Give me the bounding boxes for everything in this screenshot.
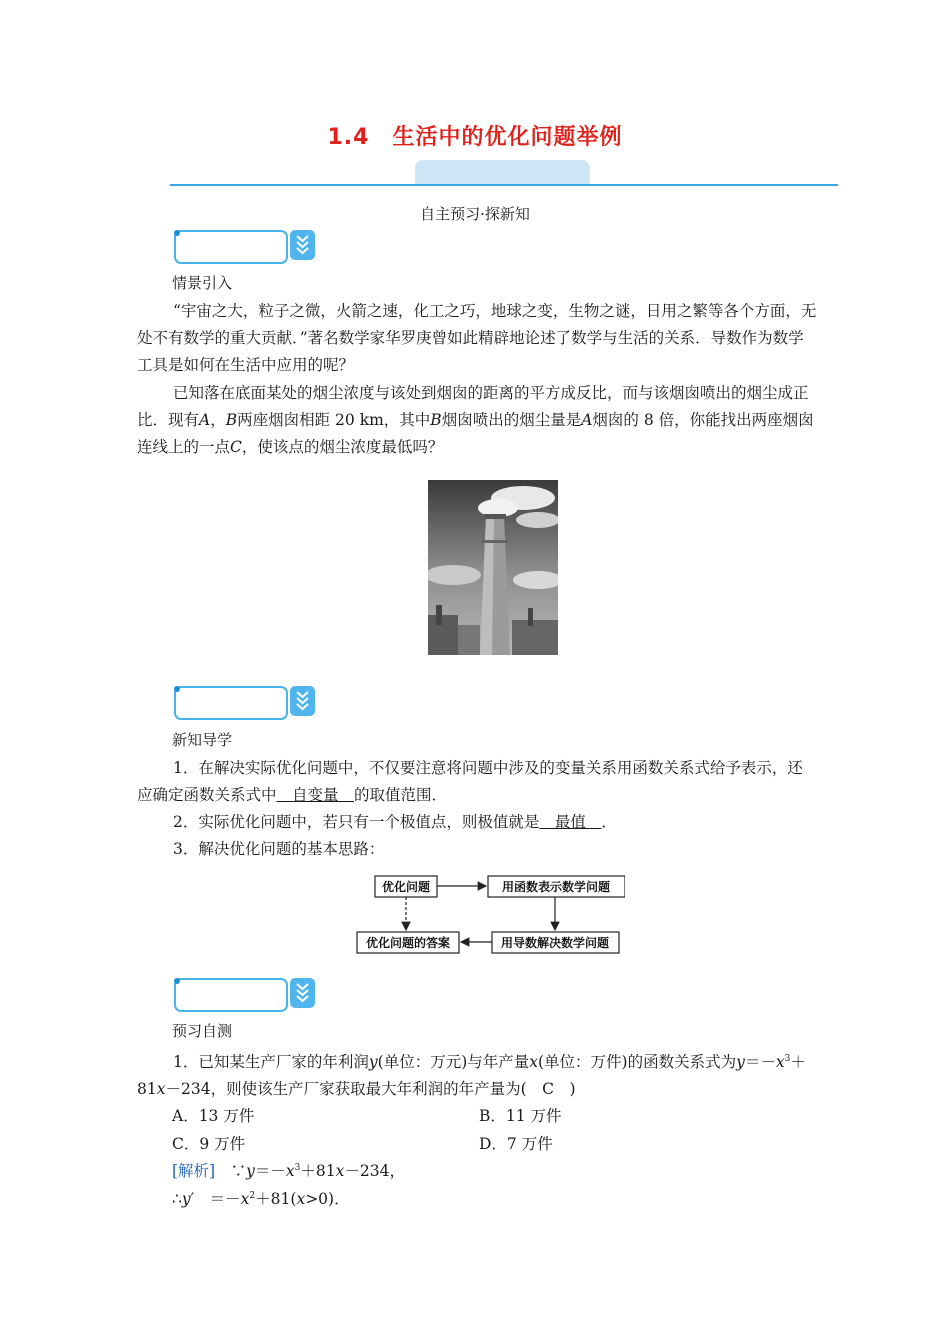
flow-box-4-label: 优化问题的答案	[365, 936, 451, 950]
chimney-photo	[428, 480, 558, 655]
option-a: A．13 万件	[172, 1107, 255, 1125]
page-title: 1.4 生活中的优化问题举例	[327, 125, 623, 150]
section-badge	[174, 230, 288, 264]
knowledge-item-3	[137, 836, 817, 863]
text-run: 1．已知某生产厂家的年利润	[173, 1053, 369, 1072]
text-run: ＝－	[254, 1162, 286, 1180]
scene-label: 情景引入	[172, 274, 233, 292]
text-run: －234，则使该生产厂家获取最大年利润的年产量为(	[165, 1080, 543, 1099]
text-run: (单位：万件)的函数关系式为	[538, 1053, 737, 1072]
fill-blank: 最值	[539, 813, 602, 831]
dot-icon	[174, 230, 180, 236]
var-x: x	[240, 1190, 250, 1208]
text-run: 烟囱的 8 倍，你能找出两座烟囱连线上的一点	[137, 411, 814, 456]
chevron-down-double-icon	[290, 686, 315, 716]
exponent: 3	[294, 1162, 301, 1173]
section-badge	[174, 978, 288, 1012]
knowledge-text-2	[137, 809, 817, 836]
scene-text-1: “宇宙之大，粒子之微，火箭之速，化工之巧，地球之变，生物之谜，日用之繁等各个方面，无处不有数学的重大贡献．”著名数学家华罗庚曾如此精辟地论述了数学与生活的关系．导数作为数学工具是如何在生活中应用的呢？	[137, 302, 817, 374]
var-x: x	[775, 1053, 785, 1072]
var-a: A	[199, 411, 211, 429]
var-y: y	[246, 1162, 255, 1180]
dot-icon	[174, 686, 180, 692]
question-text	[137, 1046, 817, 1103]
var-x: x	[335, 1162, 345, 1180]
text-run: >0)．	[305, 1190, 350, 1208]
flow-box-1-label: 优化问题	[381, 880, 431, 894]
header-rule	[170, 184, 838, 186]
var-x: x	[296, 1190, 306, 1208]
exponent: 2	[249, 1190, 256, 1201]
scene-paragraph-2	[137, 380, 817, 461]
scene-paragraph-1	[137, 298, 817, 379]
var-y: y	[181, 1190, 191, 1208]
analysis-tag: [解析]	[172, 1162, 216, 1180]
preview-test-label: 预习自测	[172, 1022, 233, 1040]
var-x: x	[285, 1162, 295, 1180]
var-a: A	[581, 411, 593, 429]
option-d: D．7 万件	[479, 1135, 553, 1153]
text-run: ，使该点的烟尘浓度最低吗？	[241, 438, 444, 456]
text-run: ＋81	[300, 1162, 336, 1180]
var-y: y	[736, 1053, 745, 1072]
var-y: y	[368, 1053, 378, 1072]
flowchart	[355, 872, 625, 957]
dot-icon	[174, 978, 180, 984]
text-run: 烟囱喷出的烟尘量是	[441, 411, 582, 429]
chevron-down-double-icon	[290, 230, 315, 260]
text-run: ．	[601, 813, 617, 831]
var-x: x	[529, 1053, 538, 1072]
text-run: 2．实际优化问题中，若只有一个极值点，则极值就是	[173, 813, 540, 831]
analysis-line-2	[172, 1187, 350, 1209]
text-run: ，	[210, 411, 226, 429]
analysis-line-1	[172, 1159, 405, 1181]
text-run: ＋81(	[255, 1190, 297, 1208]
knowledge-item-2	[137, 809, 817, 836]
text-run: －234，	[344, 1162, 405, 1180]
text-run: ∴	[172, 1190, 182, 1208]
flow-box-2-label: 用函数表示数学问题	[501, 880, 611, 894]
answer-choice: C	[542, 1080, 554, 1099]
exponent: 3	[784, 1054, 791, 1064]
flow-box-3-label: 用导数解决数学问题	[500, 936, 610, 950]
text-run: ∵	[230, 1162, 247, 1180]
text-run: 的取值范围．	[354, 786, 448, 804]
var-b: B	[225, 411, 238, 429]
text-run: ′ ＝－	[190, 1190, 241, 1208]
text-run: ＋81	[137, 1053, 806, 1099]
header-tab	[415, 160, 590, 185]
scene-text-2	[137, 380, 817, 461]
knowledge-text-1	[137, 755, 817, 809]
text-run: 已知落在底面某处的烟尘浓度与该处到烟囱的距离的平方成反比，而与该烟囱喷出的烟尘成正比．现有	[137, 384, 809, 429]
chevron-down-double-icon	[290, 978, 315, 1008]
knowledge-item-1	[137, 755, 817, 809]
text-run: 两座烟囱相距 20 km，其中	[237, 411, 431, 429]
section-badge	[174, 686, 288, 720]
section-header: 自主预习·探新知	[420, 205, 530, 223]
new-knowledge-label: 新知导学	[172, 731, 233, 749]
var-b: B	[430, 411, 442, 429]
var-x: x	[156, 1080, 166, 1099]
option-b: B．11 万件	[479, 1107, 562, 1125]
var-c: C	[230, 438, 242, 456]
text-run: 1．在解决实际优化问题中，不仅要注意将问题中涉及的变量关系用函数关系式给予表示，还应确定函数关系式中	[137, 759, 803, 804]
knowledge-text-3: 3．解决优化问题的基本思路：	[173, 840, 385, 858]
text-run: )	[554, 1080, 576, 1099]
option-c: C．9 万件	[172, 1135, 246, 1153]
question-1	[137, 1046, 817, 1103]
text-run: (单位：万元)与年产量	[377, 1053, 530, 1072]
fill-blank: 自变量	[276, 786, 355, 804]
text-run: ＝－	[744, 1053, 776, 1072]
